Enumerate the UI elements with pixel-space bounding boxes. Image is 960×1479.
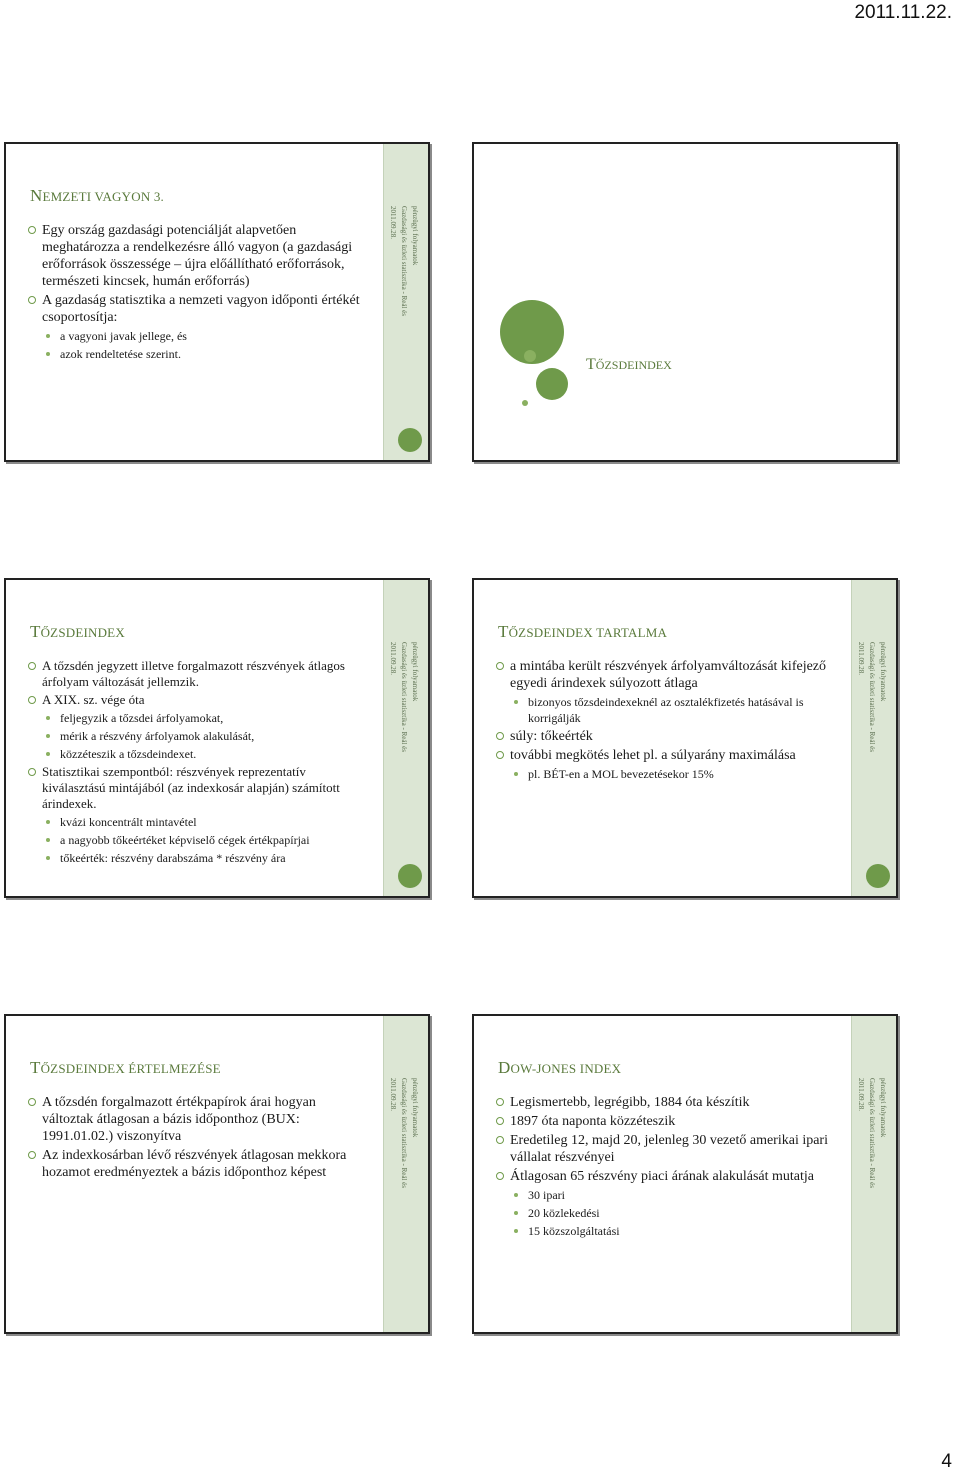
sub-bullet-item: 30 ipari [496, 1187, 838, 1203]
sidebar-course-line: Gazdasági és üzleti statisztika - Reál és [868, 1078, 876, 1189]
page-number: 4 [941, 1451, 952, 1472]
sidebar-date: 2011.09.28. [389, 642, 397, 675]
sub-bullet-item: azok rendeltetése szerint. [28, 346, 370, 362]
sidebar-course-line: Gazdasági és üzleti statisztika - Reál és [868, 642, 876, 753]
slide-sidebar [851, 580, 896, 896]
slide-title-rest: OW-JONES INDEX [510, 1061, 622, 1076]
bullet-item: Egy ország gazdasági potenciálját alapvetően meghatározza a rendelkezésre álló vagyon (a gazdasági erőforrások összessége – újra előállítható erőforrások, természeti kincsek, humán erőforrás) [28, 222, 370, 290]
bullet-item: A XIX. sz. vége óta [28, 692, 370, 708]
sidebar-course-line: Gazdasági és üzleti statisztika - Reál és [400, 206, 408, 317]
slide-sidebar [383, 1016, 428, 1332]
bullet-item: Statisztikai szempontból: részvények reprezentatív kiválasztású mintájából (az indexkosár alapján) számított árindexek. [28, 764, 370, 812]
slide-title-rest: ŐZSDEINDEX TARTALMA [508, 625, 668, 640]
bullet-item: Eredetileg 12, majd 20, jelenleg 30 vezető amerikai ipari vállalat részvényei [496, 1132, 838, 1166]
slide-body [496, 1094, 838, 1241]
sidebar-date: 2011.09.28. [389, 206, 397, 239]
sub-bullet-item: feljegyzik a tőzsdei árfolyamokat, [28, 710, 370, 726]
sidebar-date: 2011.09.28. [389, 1078, 397, 1111]
sub-bullet-item: tőkeérték: részvény darabszáma * részvény ára [28, 850, 370, 866]
sub-bullet-item: bizonyos tőzsdeindexeknél az osztalékfizetés hatásával is korrigálják [496, 694, 838, 726]
sidebar-date: 2011.09.28. [857, 1078, 865, 1111]
slide-title-rest: ŐZSDEINDEX ÉRTELMEZÉSE [40, 1061, 221, 1076]
sidebar-course-line: pénzügyi folyamatok [879, 1078, 887, 1138]
slide-title [30, 1058, 368, 1078]
bullet-item: A tőzsdén forgalmazott értékpapírok árai hogyan változtak átlagosan a bázis időponthoz (BUX: 1991.01.02.) viszonyítva [28, 1094, 370, 1145]
decorative-circle-icon [536, 368, 568, 400]
sidebar-course-line: Gazdasági és üzleti statisztika - Reál és [400, 1078, 408, 1189]
slide-title-rest: EMZETI VAGYON 3. [42, 189, 165, 204]
slide-title [498, 1058, 836, 1078]
slide-title-initial: T [30, 622, 41, 641]
sub-bullet-item: pl. BÉT-en a MOL bevezetésekor 15% [496, 766, 838, 782]
slide-title-initial: N [30, 186, 43, 205]
slide-body [28, 658, 370, 868]
sidebar-course-line: pénzügyi folyamatok [411, 1078, 419, 1138]
page-date: 2011.11.22. [854, 2, 952, 23]
slide-sidebar [383, 580, 428, 896]
sub-bullet-item: közzéteszik a tőzsdeindexet. [28, 746, 370, 762]
bullet-item: Legismertebb, legrégibb, 1884 óta készítik [496, 1094, 838, 1111]
sidebar-date: 2011.09.28. [857, 642, 865, 675]
slide-title-initial: T [30, 1058, 41, 1077]
bullet-item: A gazdaság statisztika a nemzeti vagyon időponti értékét csoportosítja: [28, 292, 370, 326]
slide-title [30, 186, 368, 206]
decorative-circle-icon [524, 350, 536, 362]
sub-bullet-item: mérik a részvény árfolyamok alakulását, [28, 728, 370, 744]
sub-bullet-item: a vagyoni javak jellege, és [28, 328, 370, 344]
slide-body [496, 658, 838, 784]
bullet-item: A tőzsdén jegyzett illetve forgalmazott részvények átlagos árfolyam változását jellemzik. [28, 658, 370, 690]
slide-tozsdeindex-ertelmezese [4, 1014, 430, 1334]
corner-circle-icon [866, 864, 890, 888]
sub-bullet-item: 15 közszolgáltatási [496, 1223, 838, 1239]
corner-circle-icon [398, 428, 422, 452]
section-title-rest: ŐZSDEINDEX [595, 358, 672, 372]
corner-circle-icon [398, 864, 422, 888]
sub-bullet-item: a nagyobb tőkeértéket képviselő cégek értékpapírjai [28, 832, 370, 848]
sidebar-course-line: pénzügyi folyamatok [411, 642, 419, 702]
slide-tozsdeindex [4, 578, 430, 898]
slide-title-rest: ŐZSDEINDEX [40, 625, 125, 640]
slide-tozsdeindex-tartalma [472, 578, 898, 898]
slide-body [28, 222, 370, 364]
slide-title [498, 622, 836, 642]
sub-bullet-item: kvázi koncentrált mintavétel [28, 814, 370, 830]
sidebar-course-line: pénzügyi folyamatok [411, 206, 419, 266]
slide-section-tozsdeindex [472, 142, 898, 462]
sidebar-course-line: Gazdasági és üzleti statisztika - Reál és [400, 642, 408, 753]
slide-body [28, 1094, 370, 1183]
bullet-item: további megkötés lehet pl. a súlyarány maximálása [496, 747, 838, 764]
section-title-initial: T [586, 356, 596, 373]
slide-sidebar [851, 1016, 896, 1332]
bullet-item: súly: tőkeérték [496, 728, 838, 745]
slide-nemzeti-vagyon [4, 142, 430, 462]
slide-dow-jones-index [472, 1014, 898, 1334]
slide-title-initial: D [498, 1058, 511, 1077]
sidebar-course-line: pénzügyi folyamatok [879, 642, 887, 702]
bullet-item: Átlagosan 65 részvény piaci árának alakulását mutatja [496, 1168, 838, 1185]
decorative-circle-icon [522, 400, 528, 406]
slide-sidebar [383, 144, 428, 460]
slide-title-initial: T [498, 622, 509, 641]
bullet-item: 1897 óta naponta közzéteszik [496, 1113, 838, 1130]
slide-title [30, 622, 368, 642]
bullet-item: a mintába került részvények árfolyamváltozását kifejező egyedi árindexek súlyozott átlaga [496, 658, 838, 692]
bullet-item: Az indexkosárban lévő részvények átlagosan mekkora hozamot eredményeztek a bázis időponthoz képest [28, 1147, 370, 1181]
sub-bullet-item: 20 közlekedési [496, 1205, 838, 1221]
section-title [586, 356, 672, 374]
